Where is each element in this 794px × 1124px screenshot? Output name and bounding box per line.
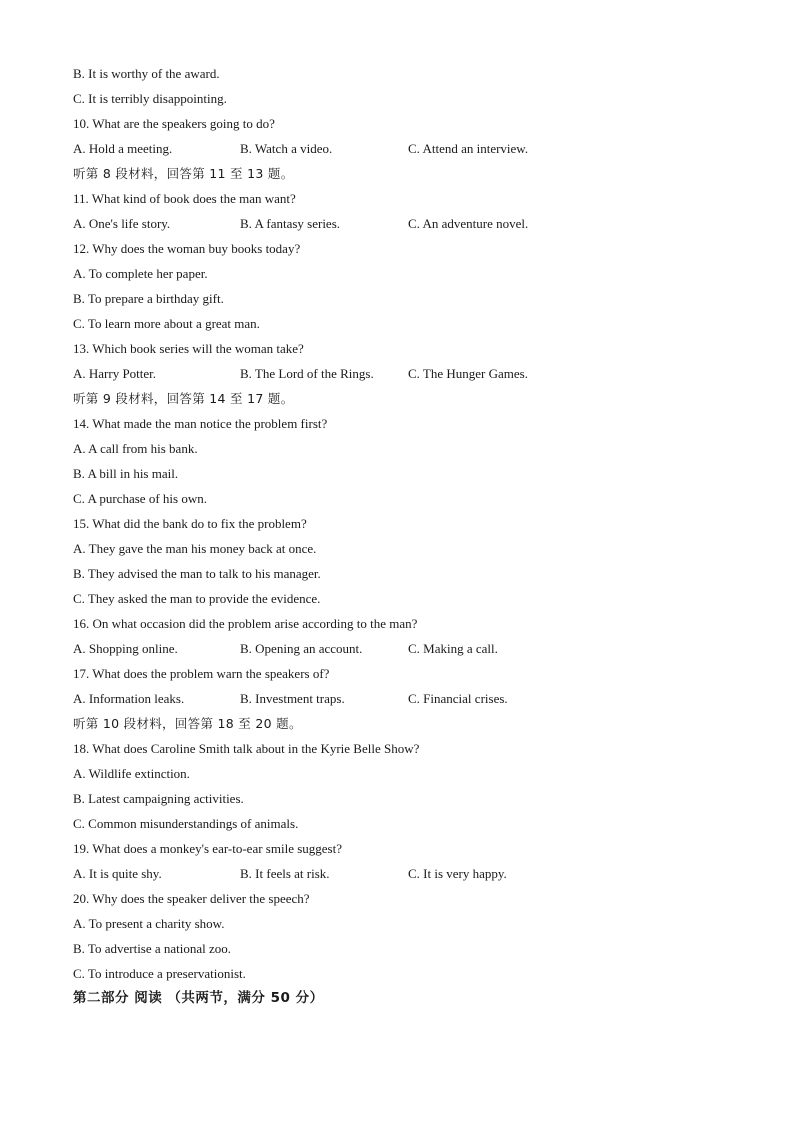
answer-option: C. They asked the man to provide the evidence.	[73, 591, 321, 606]
answer-option: C. It is very happy.	[408, 866, 507, 881]
answer-option: B. Watch a video.	[240, 141, 333, 156]
section-heading: 第二部分 阅读 （共两节，满分 50 分）	[73, 990, 324, 1006]
question-text: 20. Why does the speaker deliver the speech?	[73, 891, 310, 906]
answer-option: B. A fantasy series.	[240, 216, 341, 231]
answer-option: A. Hold a meeting.	[73, 141, 173, 156]
answer-option: B. Opening an account.	[240, 641, 363, 656]
answer-option: B. Investment traps.	[240, 691, 345, 706]
question-text: 16. On what occasion did the problem arise according to the man?	[73, 616, 418, 631]
answer-option: C. Making a call.	[408, 641, 498, 656]
answer-option: C. It is terribly disappointing.	[73, 91, 227, 106]
answer-option: C. Financial crises.	[408, 691, 508, 706]
question-text: 19. What does a monkey's ear-to-ear smile suggest?	[73, 841, 342, 856]
answer-option: B. The Lord of the Rings.	[240, 366, 374, 381]
answer-option: B. To advertise a national zoo.	[73, 941, 232, 956]
question-text: 13. Which book series will the woman take?	[73, 341, 304, 356]
answer-option: B. Latest campaigning activities.	[73, 791, 244, 806]
answer-option: A. Shopping online.	[73, 641, 178, 656]
question-text: 15. What did the bank do to fix the problem?	[73, 516, 307, 531]
answer-option: B. It is worthy of the award.	[73, 66, 220, 81]
answer-option: A. One's life story.	[73, 216, 171, 231]
answer-option: C. A purchase of his own.	[73, 491, 207, 506]
answer-option: A. Harry Potter.	[73, 366, 157, 381]
answer-option: A. To complete her paper.	[73, 266, 208, 281]
answer-option: B. To prepare a birthday gift.	[73, 291, 224, 306]
question-text: 14. What made the man notice the problem first?	[73, 416, 328, 431]
answer-option: C. To learn more about a great man.	[73, 316, 260, 331]
answer-option: C. To introduce a preservationist.	[73, 966, 246, 981]
section-instruction: 听第 10 段材料，回答第 18 至 20 题。	[73, 716, 302, 731]
answer-option: B. A bill in his mail.	[73, 466, 179, 481]
question-text: 18. What does Caroline Smith talk about in the Kyrie Belle Show?	[73, 741, 420, 756]
answer-option: A. To present a charity show.	[73, 916, 225, 931]
answer-option: B. They advised the man to talk to his manager.	[73, 566, 321, 581]
question-text: 10. What are the speakers going to do?	[73, 116, 275, 131]
answer-option: A. Information leaks.	[73, 691, 185, 706]
answer-option: A. A call from his bank.	[73, 441, 198, 456]
section-instruction: 听第 9 段材料，回答第 14 至 17 题。	[73, 391, 294, 406]
answer-option: C. An adventure novel.	[408, 216, 529, 231]
answer-option: A. They gave the man his money back at once.	[73, 541, 317, 556]
question-text: 11. What kind of book does the man want?	[73, 191, 296, 206]
answer-option: A. Wildlife extinction.	[73, 766, 190, 781]
question-text: 17. What does the problem warn the speakers of?	[73, 666, 330, 681]
answer-option: C. Attend an interview.	[408, 141, 529, 156]
section-instruction: 听第 8 段材料，回答第 11 至 13 题。	[73, 166, 294, 181]
answer-option: B. It feels at risk.	[240, 866, 330, 881]
answer-option: C. The Hunger Games.	[408, 366, 528, 381]
question-text: 12. Why does the woman buy books today?	[73, 241, 301, 256]
answer-option: A. It is quite shy.	[73, 866, 162, 881]
answer-option: C. Common misunderstandings of animals.	[73, 816, 299, 831]
